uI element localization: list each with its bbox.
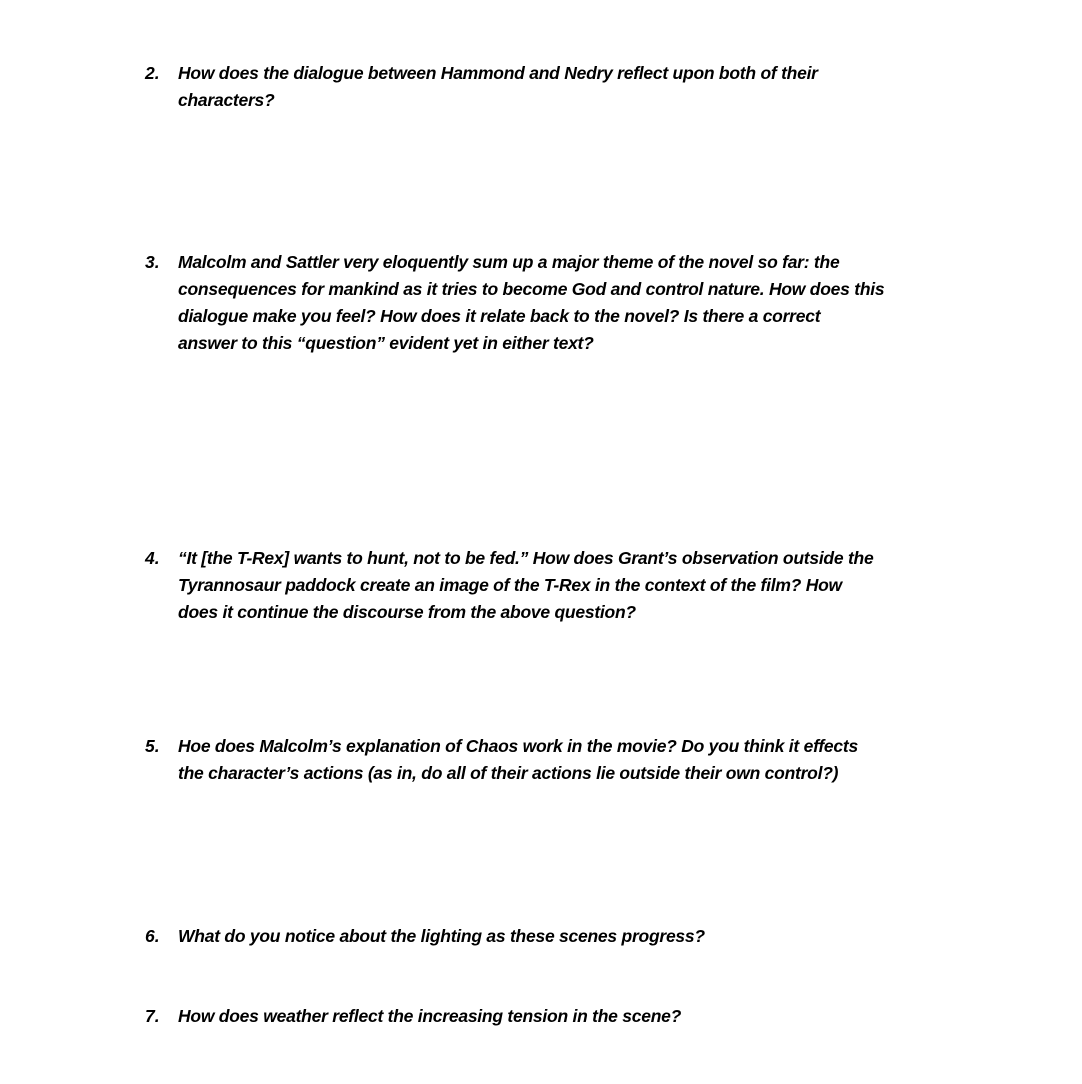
question-number: 3.: [145, 252, 160, 272]
question-text-line: the character’s actions (as in, do all of their actions lie outside their own control?): [178, 763, 839, 783]
question-text-line: dialogue make you feel? How does it relate back to the novel? Is there a correct: [178, 306, 821, 326]
question-4: [145, 545, 1045, 626]
question-text-line: Tyrannosaur paddock create an image of the T-Rex in the context of the film? How: [178, 575, 842, 595]
question-text-line: does it continue the discourse from the above question?: [178, 602, 636, 622]
question-number: 5.: [145, 736, 160, 756]
question-text-line: consequences for mankind as it tries to become God and control nature. How does this: [178, 279, 885, 299]
question-text-line: “It [the T-Rex] wants to hunt, not to be fed.” How does Grant’s observation outside the: [178, 548, 874, 568]
question-text-line: characters?: [178, 90, 275, 110]
question-3: [145, 249, 1045, 357]
question-number: 6.: [145, 926, 160, 946]
question-number: 2.: [145, 63, 160, 83]
question-5: [145, 733, 1045, 787]
question-2: [145, 60, 1045, 114]
question-text-line: Hoe does Malcolm’s explanation of Chaos work in the movie? Do you think it effects: [178, 736, 858, 756]
question-text-line: How does weather reflect the increasing tension in the scene?: [178, 1006, 682, 1026]
question-number: 4.: [145, 548, 160, 568]
question-text-line: What do you notice about the lighting as these scenes progress?: [178, 926, 705, 946]
question-text-line: Malcolm and Sattler very eloquently sum up a major theme of the novel so far: the: [178, 252, 840, 272]
question-text-line: answer to this “question” evident yet in either text?: [178, 333, 594, 353]
question-text-line: How does the dialogue between Hammond and Nedry reflect upon both of their: [178, 63, 818, 83]
question-7: [145, 1003, 1045, 1030]
question-6: [145, 923, 1045, 950]
question-number: 7.: [145, 1006, 160, 1026]
